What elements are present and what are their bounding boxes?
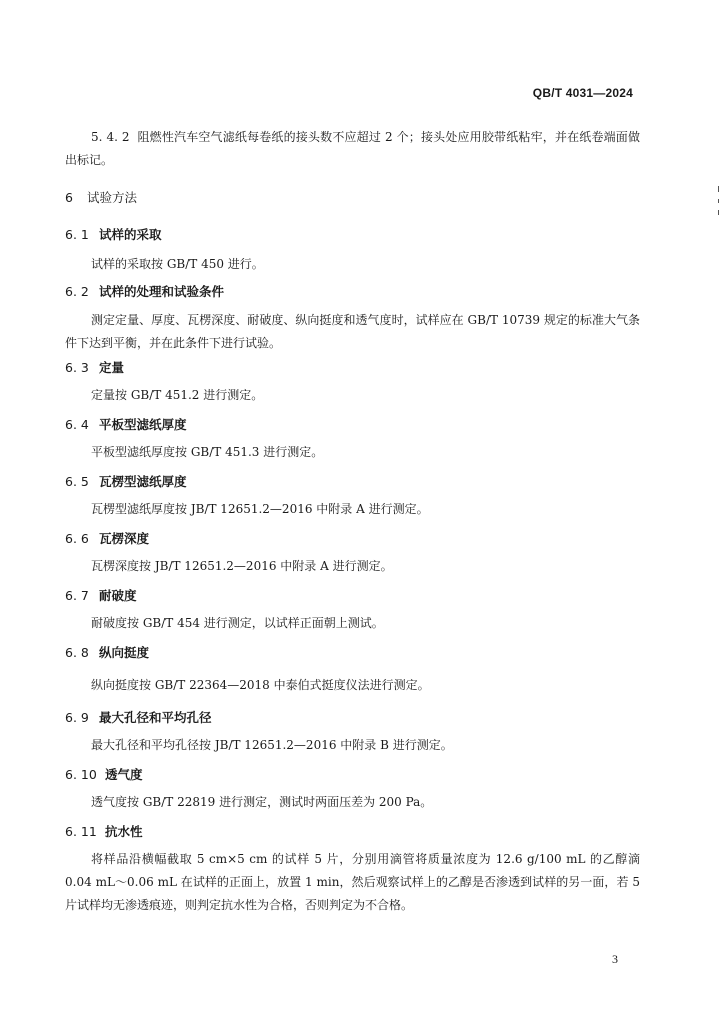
clause-number: 5. 4. 2 xyxy=(91,130,130,144)
paragraph: 透气度按 GB/T 22819 进行测定，测试时两面压差为 200 Pa。 xyxy=(91,795,433,809)
subsection-heading xyxy=(65,223,640,246)
paragraph: 平板型滤纸厚度按 GB/T 451.3 进行测定。 xyxy=(91,445,324,459)
subsection-number: 6. 6 xyxy=(65,531,89,546)
subsection-title: 瓦楞型滤纸厚度 xyxy=(99,474,187,489)
subsection-number: 6. 11 xyxy=(65,824,97,839)
subsection-number: 6. 5 xyxy=(65,474,89,489)
paragraph: 纵向挺度按 GB/T 22364—2018 中泰伯式挺度仪法进行测定。 xyxy=(91,678,430,692)
edge-mark xyxy=(718,186,719,192)
section-title: 试验方法 xyxy=(87,190,138,205)
subsection-heading xyxy=(65,356,640,379)
subsection-number: 6. 3 xyxy=(65,360,89,375)
paragraph: 瓦楞深度按 JB/T 12651.2—2016 中附录 A 进行测定。 xyxy=(91,559,393,573)
subsection-title: 透气度 xyxy=(105,767,143,782)
standard-number: QB/T 4031—2024 xyxy=(532,86,633,100)
clause-5-4-2 xyxy=(65,126,640,172)
subsection-heading xyxy=(65,527,640,550)
paragraph: 最大孔径和平均孔径按 JB/T 12651.2—2016 中附录 B 进行测定。 xyxy=(91,738,453,752)
section-number: 6 xyxy=(65,190,73,205)
subsection-heading xyxy=(65,470,640,493)
page-number: 3 xyxy=(612,952,618,966)
subsection-title: 平板型滤纸厚度 xyxy=(99,417,187,432)
subsection-number: 6. 1 xyxy=(65,227,89,242)
paragraph: 耐破度按 GB/T 454 进行测定，以试样正面朝上测试。 xyxy=(91,616,384,630)
edge-mark xyxy=(718,199,719,203)
subsection-title: 最大孔径和平均孔径 xyxy=(99,710,212,725)
subsection-number: 6. 4 xyxy=(65,417,89,432)
subsection-title: 定量 xyxy=(99,360,125,375)
paragraph: 定量按 GB/T 451.2 进行测定。 xyxy=(91,388,264,402)
subsection-title: 耐破度 xyxy=(99,588,137,603)
subsection-number: 6. 7 xyxy=(65,588,89,603)
subsection-heading xyxy=(65,763,640,786)
paragraph: 将样品沿横幅截取 5 cm×5 cm 的试样 5 片，分别用滴管将质量浓度为 12.6 g/100 mL 的乙醇滴 0.04 mL～0.06 mL 在试样的正面上，放置 1 min，然后观察试样上的乙醇是否渗透到试样的另一面，若 5 片试样均无渗透痕迹，则判定抗水性为合格，否则判定为不合格。 xyxy=(65,852,640,912)
subsection-number: 6. 10 xyxy=(65,767,97,782)
subsection-title: 瓦楞深度 xyxy=(99,531,150,546)
subsection-heading xyxy=(65,413,640,436)
subsection-heading xyxy=(65,280,640,303)
subsection-title: 试样的处理和试验条件 xyxy=(99,284,225,299)
clause-text: 阻燃性汽车空气滤纸每卷纸的接头数不应超过 2 个；接头处应用胶带纸粘牢，并在纸卷端面做出标记。 xyxy=(65,130,640,167)
subsection-title: 抗水性 xyxy=(105,824,143,839)
subsection-heading xyxy=(65,641,640,664)
paragraph: 瓦楞型滤纸厚度按 JB/T 12651.2—2016 中附录 A 进行测定。 xyxy=(91,502,429,516)
edge-mark xyxy=(718,210,719,215)
subsection-heading xyxy=(65,706,640,729)
section-heading xyxy=(65,186,640,209)
subsection-heading xyxy=(65,820,640,843)
subsection-title: 试样的采取 xyxy=(99,227,162,242)
subsection-number: 6. 8 xyxy=(65,645,89,660)
subsection-number: 6. 9 xyxy=(65,710,89,725)
subsection-title: 纵向挺度 xyxy=(99,645,150,660)
paragraph: 试样的采取按 GB/T 450 进行。 xyxy=(91,257,264,271)
subsection-number: 6. 2 xyxy=(65,284,89,299)
paragraph: 测定定量、厚度、瓦楞深度、耐破度、纵向挺度和透气度时，试样应在 GB/T 10739 规定的标准大气条件下达到平衡，并在此条件下进行试验。 xyxy=(65,313,640,350)
subsection-heading xyxy=(65,584,640,607)
